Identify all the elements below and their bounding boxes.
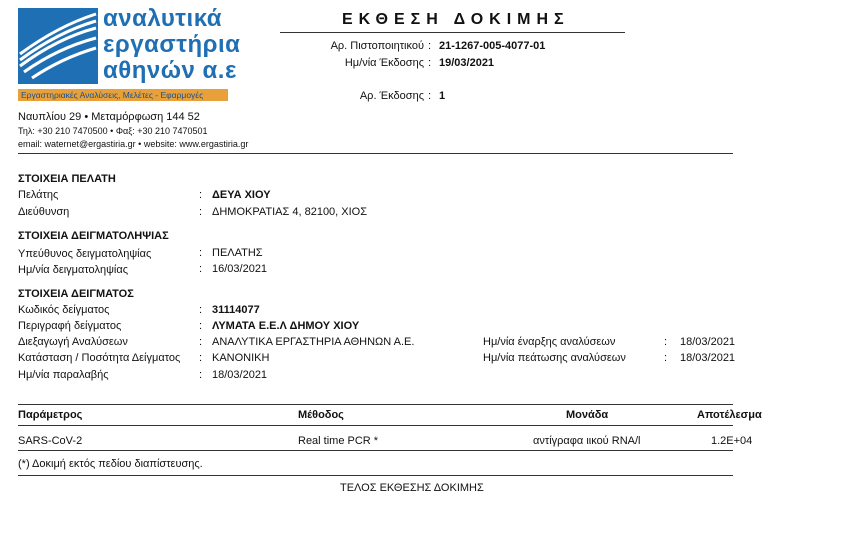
results-header-rule	[18, 425, 733, 426]
issue-date-label: Ημ/νία Έκδοσης	[344, 57, 424, 69]
issue-no-value: 1	[439, 90, 446, 102]
col-header-result: Αποτέλεσμα	[697, 409, 762, 421]
sample-desc-colon: :	[199, 320, 203, 332]
analysis-start-value: 18/03/2021	[680, 336, 736, 348]
logo-line-3: αθηνών α.ε	[103, 57, 237, 84]
analysis-start-label: Ημ/νία έναρξης αναλύσεων	[483, 336, 616, 348]
sample-desc-value: ΛΥΜΑΤΑ Ε.Ε.Λ ΔΗΜΟΥ ΧΙΟΥ	[212, 320, 360, 332]
sample-analysis-colon: :	[199, 336, 203, 348]
sampling-responsible-value: ΠΕΛΑΤΗΣ	[212, 247, 263, 259]
col-header-method: Μέθοδος	[298, 409, 344, 421]
report-title: ΕΚΘΕΣΗ ΔΟΚΙΜΗΣ	[342, 11, 570, 28]
sample-state-label: Κατάσταση / Ποσότητα Δείγματος	[18, 352, 181, 364]
issue-no-label: Αρ. Έκδοσης	[359, 90, 424, 102]
company-logo-mark	[18, 8, 98, 84]
sample-received-colon: :	[199, 369, 203, 381]
sampling-date-colon: :	[199, 263, 203, 275]
analysis-start-colon: :	[664, 336, 668, 348]
sample-received-label: Ημ/νία παραλαβής	[18, 369, 109, 381]
sample-state-colon: :	[199, 352, 203, 364]
sampling-responsible-colon: :	[199, 247, 203, 259]
sampling-date-value: 16/03/2021	[212, 263, 268, 275]
logo-line-1: αναλυτικά	[103, 5, 223, 32]
sample-code-colon: :	[199, 304, 203, 316]
logo-swoosh-icon	[18, 8, 98, 84]
company-phones: Τηλ: +30 210 7470500 • Φαξ: +30 210 7470501	[18, 126, 208, 136]
sample-code-value: 31114077	[212, 304, 260, 316]
cert-label: Αρ. Πιστοποιητικού	[330, 40, 424, 52]
client-address-colon: :	[199, 206, 203, 218]
col-header-unit: Μονάδα	[566, 409, 609, 421]
client-name-colon: :	[199, 189, 203, 201]
results-row-rule	[18, 450, 733, 451]
cert-colon: :	[428, 40, 432, 52]
company-contact: email: waternet@ergastiria.gr • website: www.ergastiria.gr	[18, 139, 249, 149]
sample-analysis-value: ΑΝΑΛΥΤΙΚΑ ΕΡΓΑΣΤΗΡΙΑ ΑΘΗΝΩΝ Α.Ε.	[212, 336, 415, 348]
result-value-cell: 1.2E+04	[711, 435, 753, 447]
client-heading: ΣΤΟΙΧΕΙΑ ΠΕΛΑΤΗ	[18, 173, 116, 185]
logo-tagline: Εργαστηριακές Αναλύσεις, Μελέτες - Εφαρμογές	[18, 89, 228, 101]
col-header-parameter: Παράμετρος	[18, 409, 83, 421]
client-name-value: ΔΕΥΑ ΧΙΟΥ	[212, 189, 271, 201]
sampling-date-label: Ημ/νία δειγματοληψίας	[18, 264, 129, 276]
client-name-label: Πελάτης	[18, 189, 59, 201]
sample-received-value: 18/03/2021	[212, 369, 268, 381]
analysis-end-value: 18/03/2021	[680, 352, 736, 364]
results-top-rule	[18, 404, 733, 405]
sample-heading: ΣΤΟΙΧΕΙΑ ΔΕΙΓΜΑΤΟΣ	[18, 288, 134, 300]
logo-line-2: εργαστήρια	[103, 31, 241, 58]
sampling-heading: ΣΤΟΙΧΕΙΑ ΔΕΙΓΜΑΤΟΛΗΨΙΑΣ	[18, 230, 169, 242]
issue-date-value: 19/03/2021	[439, 57, 495, 69]
company-address: Ναυπλίου 29 • Μεταμόρφωση 144 52	[18, 111, 200, 123]
issue-date-colon: :	[428, 57, 432, 69]
sample-analysis-label: Διεξαγωγή Αναλύσεων	[18, 336, 128, 348]
sample-state-value: ΚΑΝΟΝΙΚΗ	[212, 352, 270, 364]
analysis-end-colon: :	[664, 352, 668, 364]
title-underline	[280, 32, 625, 33]
analysis-end-label: Ημ/νία πεάτωσης αναλύσεων	[483, 352, 626, 364]
sampling-responsible-label: Υπεύθυνος δειγματοληψίας	[18, 248, 152, 260]
sample-code-label: Κωδικός δείγματος	[18, 304, 110, 316]
issue-no-colon: :	[428, 90, 432, 102]
client-address-label: Διεύθυνση	[18, 206, 70, 218]
result-parameter-cell: SARS-CoV-2	[18, 435, 83, 447]
results-footnote: (*) Δοκιμή εκτός πεδίου διαπίστευσης.	[18, 458, 203, 470]
results-bottom-rule	[18, 475, 733, 476]
result-unit-cell: αντίγραφα ιικού RNA/l	[533, 435, 641, 447]
cert-value: 21-1267-005-4077-01	[439, 40, 546, 52]
report-end-text: ΤΕΛΟΣ ΕΚΘΕΣΗΣ ΔΟΚΙΜΗΣ	[340, 482, 484, 494]
client-address-value: ΔΗΜΟΚΡΑΤΙΑΣ 4, 82100, ΧΙΟΣ	[212, 206, 368, 218]
result-method-cell: Real time PCR *	[298, 435, 379, 447]
sample-desc-label: Περιγραφή δείγματος	[18, 320, 122, 332]
header-divider	[18, 153, 733, 154]
